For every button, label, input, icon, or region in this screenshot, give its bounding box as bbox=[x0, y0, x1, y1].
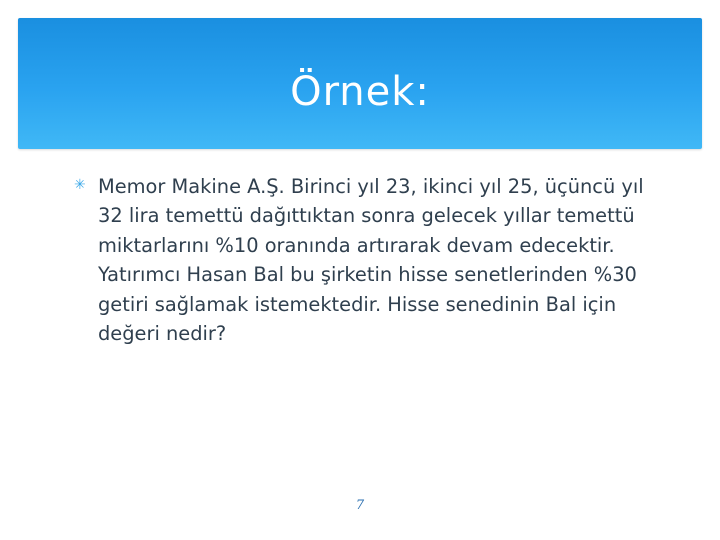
bullet-line: 32 lira temettü dağıttıktan sonra gelecek yıllar temettü bbox=[98, 204, 635, 228]
asterisk-bullet-icon: ✳ bbox=[74, 177, 86, 193]
title-band bbox=[18, 18, 702, 149]
page-number: 7 bbox=[355, 498, 365, 513]
bullet-line: değeri nedir? bbox=[98, 322, 227, 346]
bullet-line: getiri sağlamak istemektedir. Hisse senedinin Bal için bbox=[98, 292, 617, 316]
bullet-line: miktarlarını %10 oranında artırarak devam edecektir. bbox=[98, 233, 615, 257]
bullet-line: Memor Makine A.Ş. Birinci yıl 23, ikinci yıl 25, üçüncü yıl bbox=[98, 175, 644, 198]
bullet-text bbox=[98, 172, 674, 348]
slide-title: Örnek: bbox=[290, 69, 430, 115]
bullet-item bbox=[74, 172, 674, 348]
bullet-line: Yatırımcı Hasan Bal bu şirketin hisse senetlerinden %30 bbox=[98, 263, 637, 287]
slide-content bbox=[74, 172, 674, 348]
